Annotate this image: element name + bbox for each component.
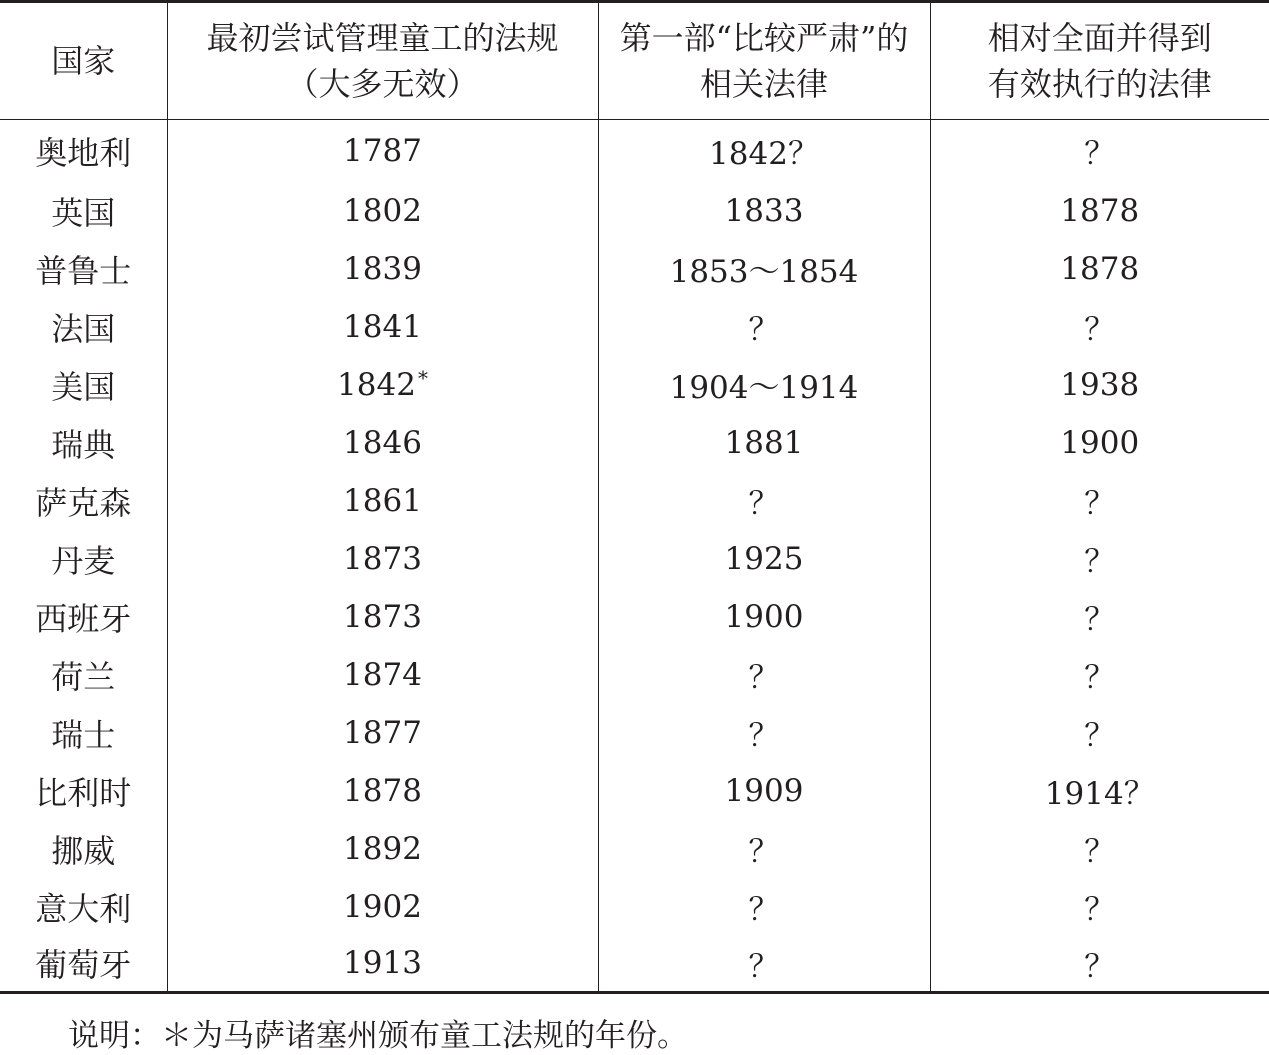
cell-first-attempt bbox=[167, 820, 598, 878]
cell-first-serious-law: 1925 bbox=[598, 530, 930, 588]
cell-country: 美国 bbox=[51, 367, 116, 406]
cell-first-serious-law: ？ bbox=[598, 646, 930, 704]
cell-country: 意大利 bbox=[35, 889, 132, 928]
table-row bbox=[0, 820, 1269, 878]
cell-first-serious-law: ？ bbox=[598, 878, 930, 936]
cell-first-attempt-year: 1846 bbox=[343, 424, 422, 461]
cell-effective-law: ？ bbox=[930, 936, 1269, 993]
cell-first-attempt-year: 1873 bbox=[343, 540, 422, 577]
cell-first-attempt-year: 1913 bbox=[343, 945, 422, 982]
cell-country: 比利时 bbox=[35, 773, 132, 812]
cell-effective-law: ？ bbox=[930, 530, 1269, 588]
cell-country: 挪威 bbox=[51, 831, 116, 870]
cell-first-serious-law: 1900 bbox=[598, 588, 930, 646]
cell-first-attempt-year: 1802 bbox=[343, 192, 422, 229]
cell-country: 普鲁士 bbox=[35, 251, 132, 290]
cell-first-serious-law: 1904～1914 bbox=[598, 356, 930, 414]
cell-country: 荷兰 bbox=[51, 657, 116, 696]
cell-first-attempt-year: 1873 bbox=[343, 598, 422, 635]
cell-effective-law: ？ bbox=[930, 646, 1269, 704]
cell-first-attempt bbox=[167, 646, 598, 704]
cell-effective-law: 1938 bbox=[930, 356, 1269, 414]
cell-effective-law: ？ bbox=[930, 704, 1269, 762]
cell-effective-law: ？ bbox=[930, 120, 1269, 182]
table-row bbox=[0, 356, 1269, 414]
cell-first-attempt-year: 1902 bbox=[343, 888, 422, 925]
table-row bbox=[0, 762, 1269, 820]
cell-first-attempt bbox=[167, 936, 598, 993]
cell-country: 瑞典 bbox=[51, 425, 116, 464]
cell-country: 英国 bbox=[51, 193, 116, 232]
cell-country: 奥地利 bbox=[35, 133, 132, 172]
table-row bbox=[0, 878, 1269, 936]
cell-first-attempt-year: 1874 bbox=[343, 656, 422, 693]
cell-first-attempt bbox=[167, 762, 598, 820]
cell-first-serious-law: 1833 bbox=[598, 182, 930, 240]
table-row bbox=[0, 240, 1269, 298]
table-body bbox=[0, 120, 1269, 993]
header-first-attempt: 最初尝试管理童工的法规 （大多无效） bbox=[167, 2, 598, 120]
cell-first-attempt bbox=[167, 588, 598, 646]
cell-first-attempt-year: 1878 bbox=[343, 772, 422, 809]
cell-effective-law: 1914？ bbox=[930, 762, 1269, 820]
cell-first-attempt bbox=[167, 472, 598, 530]
cell-first-serious-law: 1909 bbox=[598, 762, 930, 820]
table-row bbox=[0, 298, 1269, 356]
table-row bbox=[0, 530, 1269, 588]
table-row bbox=[0, 182, 1269, 240]
cell-country: 西班牙 bbox=[35, 599, 132, 638]
cell-effective-law: 1878 bbox=[930, 240, 1269, 298]
cell-first-attempt bbox=[167, 120, 598, 182]
table-row bbox=[0, 704, 1269, 762]
cell-first-attempt-year: 1841 bbox=[343, 308, 422, 345]
table-row bbox=[0, 588, 1269, 646]
table-note: 说明：＊为马萨诸塞州颁布童工法规的年份。 bbox=[68, 1018, 688, 1054]
cell-first-serious-law: 1842？ bbox=[598, 120, 930, 182]
cell-first-attempt bbox=[167, 356, 598, 414]
cell-first-attempt bbox=[167, 182, 598, 240]
table-row bbox=[0, 120, 1269, 182]
cell-first-serious-law: ？ bbox=[598, 298, 930, 356]
cell-first-attempt-year: 1839 bbox=[343, 250, 422, 287]
table-row bbox=[0, 646, 1269, 704]
cell-effective-law: ？ bbox=[930, 878, 1269, 936]
cell-first-attempt-year: 1892 bbox=[343, 830, 422, 867]
cell-effective-law: 1900 bbox=[930, 414, 1269, 472]
table-row bbox=[0, 472, 1269, 530]
cell-first-attempt-year: 1861 bbox=[343, 482, 422, 519]
footnote-mark: * bbox=[417, 366, 428, 390]
cell-first-attempt bbox=[167, 704, 598, 762]
header-first-serious-law: 第一部“比较严肃”的 相关法律 bbox=[598, 2, 930, 120]
cell-first-serious-law: ？ bbox=[598, 936, 930, 993]
cell-first-attempt bbox=[167, 240, 598, 298]
cell-first-serious-law: ？ bbox=[598, 472, 930, 530]
cell-first-attempt-year: 1787 bbox=[343, 132, 422, 169]
header-row bbox=[0, 2, 1269, 120]
cell-first-attempt-year: 1842 bbox=[337, 367, 416, 403]
cell-first-attempt bbox=[167, 530, 598, 588]
header-effective-law: 相对全面并得到 有效执行的法律 bbox=[930, 2, 1269, 120]
cell-first-serious-law: ？ bbox=[598, 704, 930, 762]
header-country: 国家 bbox=[0, 2, 167, 120]
cell-country: 丹麦 bbox=[51, 541, 116, 580]
cell-effective-law: ？ bbox=[930, 588, 1269, 646]
cell-country: 瑞士 bbox=[51, 715, 116, 754]
cell-country: 葡萄牙 bbox=[0, 936, 167, 993]
cell-effective-law: ？ bbox=[930, 472, 1269, 530]
cell-first-attempt bbox=[167, 298, 598, 356]
cell-first-attempt bbox=[167, 414, 598, 472]
table-row bbox=[0, 414, 1269, 472]
table-row bbox=[0, 936, 1269, 993]
cell-first-serious-law: 1853～1854 bbox=[598, 240, 930, 298]
cell-country: 萨克森 bbox=[35, 483, 132, 522]
cell-effective-law: ？ bbox=[930, 820, 1269, 878]
cell-first-attempt bbox=[167, 878, 598, 936]
cell-country: 法国 bbox=[51, 309, 116, 348]
cell-effective-law: ？ bbox=[930, 298, 1269, 356]
cell-first-attempt-year: 1877 bbox=[343, 714, 422, 751]
cell-first-serious-law: 1881 bbox=[598, 414, 930, 472]
cell-first-serious-law: ？ bbox=[598, 820, 930, 878]
cell-effective-law: 1878 bbox=[930, 182, 1269, 240]
